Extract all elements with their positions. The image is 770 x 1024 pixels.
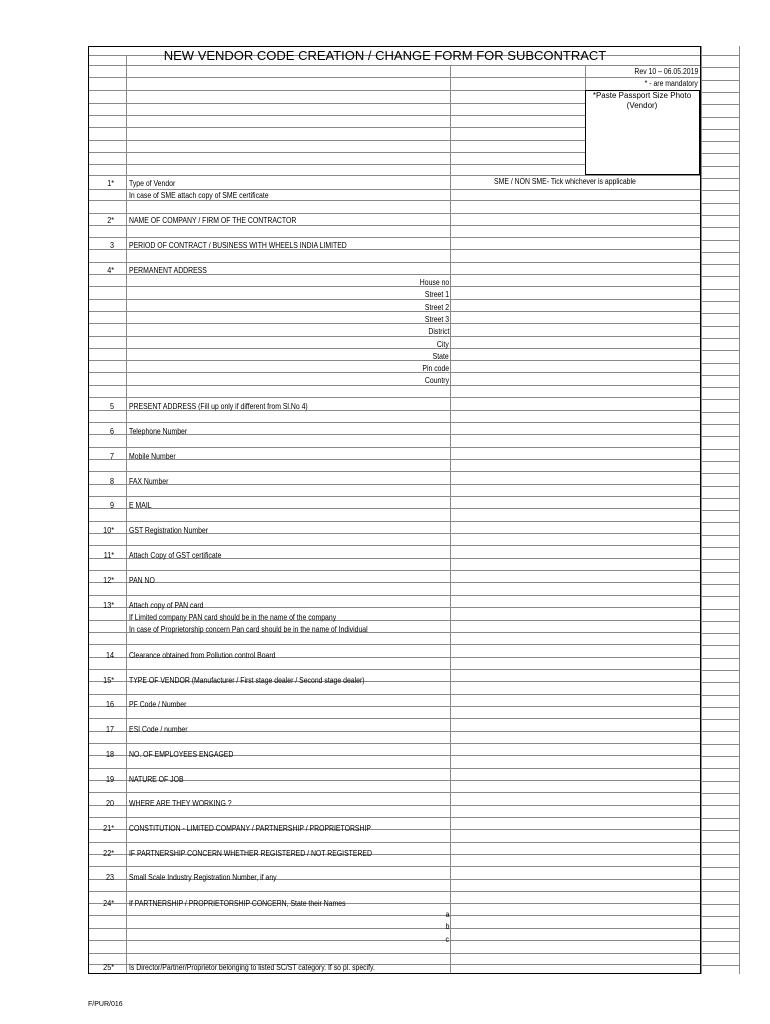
margin-row-line [701, 264, 739, 265]
item-number: 18 [105, 750, 114, 759]
item-label: NO. OF EMPLOYEES ENGAGED [129, 750, 234, 759]
margin-row-line [701, 301, 739, 302]
item-label: NAME OF COMPANY / FIRM OF THE CONTRACTOR [129, 216, 297, 225]
item-label: Is Director/Partner/Proprietor belonging to listed SC/ST category. If so pl. specify. [129, 963, 375, 972]
address-field-label: Street 3 [424, 314, 449, 324]
margin-row-line [701, 731, 739, 732]
margin-row-line [701, 596, 739, 597]
item-label: IF PARTNERSHIP CONCERN WHETHER REGISTERED / NOT REGISTERED [129, 849, 373, 858]
margin-row-line [701, 67, 739, 68]
margin-row-line [701, 522, 739, 523]
partner-name-label: b [445, 922, 449, 932]
margin-row-line [701, 412, 739, 413]
grid-col-line [739, 46, 740, 974]
margin-row-line [701, 375, 739, 376]
margin-row-line [701, 276, 739, 277]
item-label: PERIOD OF CONTRACT / BUSINESS WITH WHEELS INDIA LIMITED [129, 241, 347, 250]
address-field-label: District [427, 327, 449, 337]
margin-row-line [701, 695, 739, 696]
margin-row-line [701, 916, 739, 917]
item-label: FAX Number [129, 477, 169, 486]
margin-row-line [701, 682, 739, 683]
item-label: PERMANENT ADDRESS [129, 266, 207, 275]
margin-row-line [701, 867, 739, 868]
margin-row-line [701, 203, 739, 204]
margin-row-line [701, 928, 739, 929]
item-label: Small Scale Industry Registration Number, if any [129, 873, 277, 882]
margin-row-line [701, 719, 739, 720]
item-label: If PARTNERSHIP / PROPRIETORSHIP CONCERN, State their Names [129, 899, 346, 908]
margin-row-line [701, 953, 739, 954]
margin-row-line [701, 904, 739, 905]
margin-row-line [701, 166, 739, 167]
margin-row-line [701, 535, 739, 536]
margin-row-line [701, 80, 739, 81]
item-label: Mobile Number [129, 452, 176, 461]
margin-row-line [701, 891, 739, 892]
margin-row-line [701, 559, 739, 560]
margin-row-line [701, 129, 739, 130]
mandatory-note: * - are mandatory [644, 79, 698, 88]
margin-row-line [701, 104, 739, 105]
margin-row-line [701, 965, 739, 966]
margin-row-line [701, 399, 739, 400]
item-label: Telephone Number [129, 427, 188, 436]
item-number: 15* [103, 676, 114, 685]
margin-row-line [701, 117, 739, 118]
margin-row-line [701, 805, 739, 806]
photo-label-line-2: (Vendor) [626, 101, 658, 110]
margin-row-line [701, 941, 739, 942]
item-label: NATURE OF JOB [129, 775, 184, 784]
margin-row-line [701, 572, 739, 573]
vendor-form-sheet [88, 46, 739, 974]
item-label: WHERE ARE THEY WORKING ? [129, 799, 232, 808]
margin-row-line [701, 387, 739, 388]
item-label: PAN NO [129, 576, 155, 585]
margin-row-line [701, 621, 739, 622]
item-number: 20 [105, 799, 114, 808]
margin-row-line [701, 609, 739, 610]
margin-row-line [701, 645, 739, 646]
item-number: 23 [105, 873, 114, 882]
margin-row-line [701, 818, 739, 819]
item-number: 1* [107, 179, 114, 188]
item-sublabel: In case of SME attach copy of SME certificate [129, 191, 269, 200]
margin-row-line [701, 227, 739, 228]
margin-row-line [701, 498, 739, 499]
address-field-label: Street 1 [424, 290, 449, 300]
item-label: Type of Vendor [129, 179, 176, 188]
item-sublabel: In case of Proprietorship concern Pan card should be in the name of Individual [129, 625, 368, 634]
address-field-label: State [432, 351, 449, 361]
address-field-label: Street 2 [424, 302, 449, 312]
item-number: 14 [105, 651, 114, 660]
margin-row-line [701, 744, 739, 745]
photo-label [586, 91, 698, 111]
address-field-label: Country [424, 376, 449, 386]
item-label: PF Code / Number [129, 700, 187, 709]
margin-row-line [701, 190, 739, 191]
item-number: 25* [103, 963, 114, 972]
margin-row-line [701, 338, 739, 339]
item-label: GST Registration Number [129, 526, 209, 535]
margin-row-line [701, 793, 739, 794]
item-number: 7 [109, 452, 114, 461]
item-label: Attach copy of PAN card [129, 601, 204, 610]
margin-row-line [701, 854, 739, 855]
item-label: Clearance obtained from Pollution control Board [129, 651, 276, 660]
item-number: 19 [105, 775, 114, 784]
item-label: PRESENT ADDRESS (Fill up only if different from Sl.No 4) [129, 402, 308, 411]
item-number: 22* [103, 849, 114, 858]
margin-row-line [701, 350, 739, 351]
item-label: Attach Copy of GST certificate [129, 551, 222, 560]
item-number: 24* [103, 899, 114, 908]
item-number: 9 [109, 501, 114, 510]
margin-row-line [701, 363, 739, 364]
item-number: 10* [103, 526, 114, 535]
margin-row-line [701, 658, 739, 659]
item-number: 3 [109, 241, 114, 250]
address-field-label: City [437, 339, 449, 349]
margin-row-line [701, 830, 739, 831]
margin-row-line [701, 326, 739, 327]
margin-row-line [701, 768, 739, 769]
margin-row-line [701, 461, 739, 462]
item-label: TYPE OF VENDOR (Manufacturer / First stage dealer / Second stage dealer) [129, 676, 365, 685]
form-code: F/PUR/016 [88, 1001, 123, 1008]
sme-note: SME / NON SME- Tick whichever is applicable [494, 177, 636, 186]
margin-row-line [701, 141, 739, 142]
margin-row-line [701, 473, 739, 474]
margin-row-line [701, 449, 739, 450]
address-field-label: Pin code [422, 364, 449, 374]
margin-row-line [701, 781, 739, 782]
margin-row-line [701, 547, 739, 548]
margin-row-line [701, 424, 739, 425]
margin-row-line [701, 486, 739, 487]
item-sublabel: If Limited company PAN card should be in the name of the company [129, 613, 337, 622]
item-label: ESI Code / number [129, 725, 188, 734]
item-number: 17 [105, 725, 114, 734]
margin-row-line [701, 178, 739, 179]
margin-row-line [701, 879, 739, 880]
margin-row-line [701, 633, 739, 634]
revision-label: Rev 10 – 06.05.2019 [634, 67, 698, 76]
partner-name-label: a [445, 910, 449, 919]
item-label: E MAIL [129, 501, 152, 510]
item-number: 4* [107, 266, 114, 275]
margin-row-line [701, 240, 739, 241]
margin-row-line [701, 510, 739, 511]
item-number: 2* [107, 216, 114, 225]
margin-row-line [701, 436, 739, 437]
item-number: 13* [103, 601, 114, 610]
margin-row-line [701, 670, 739, 671]
margin-row-line [701, 215, 739, 216]
item-number: 16 [105, 700, 114, 709]
partner-name-label: c [445, 934, 449, 944]
form-title: NEW VENDOR CODE CREATION / CHANGE FORM FOR SUBCONTRACT [163, 48, 607, 63]
item-number: 6 [109, 427, 114, 436]
item-label: CONSTITUTION - LIMITED COMPANY / PARTNERSHIP / PROPRIETORSHIP [129, 824, 371, 833]
item-number: 21* [103, 824, 114, 833]
photo-label-line-1: *Paste Passport Size Photo [592, 91, 692, 100]
item-number: 5 [109, 402, 114, 411]
margin-row-line [701, 92, 739, 93]
item-number: 8 [109, 477, 114, 486]
margin-row-line [701, 707, 739, 708]
margin-row-line [701, 289, 739, 290]
grid-col-line [701, 46, 702, 974]
item-number: 11* [103, 551, 114, 560]
item-number: 12* [103, 576, 114, 585]
margin-row-line [701, 584, 739, 585]
margin-row-line [701, 842, 739, 843]
margin-row-line [701, 153, 739, 154]
address-field-label: House no [419, 278, 449, 287]
margin-row-line [701, 756, 739, 757]
margin-row-line [701, 55, 739, 56]
margin-row-line [701, 313, 739, 314]
margin-row-line [701, 252, 739, 253]
